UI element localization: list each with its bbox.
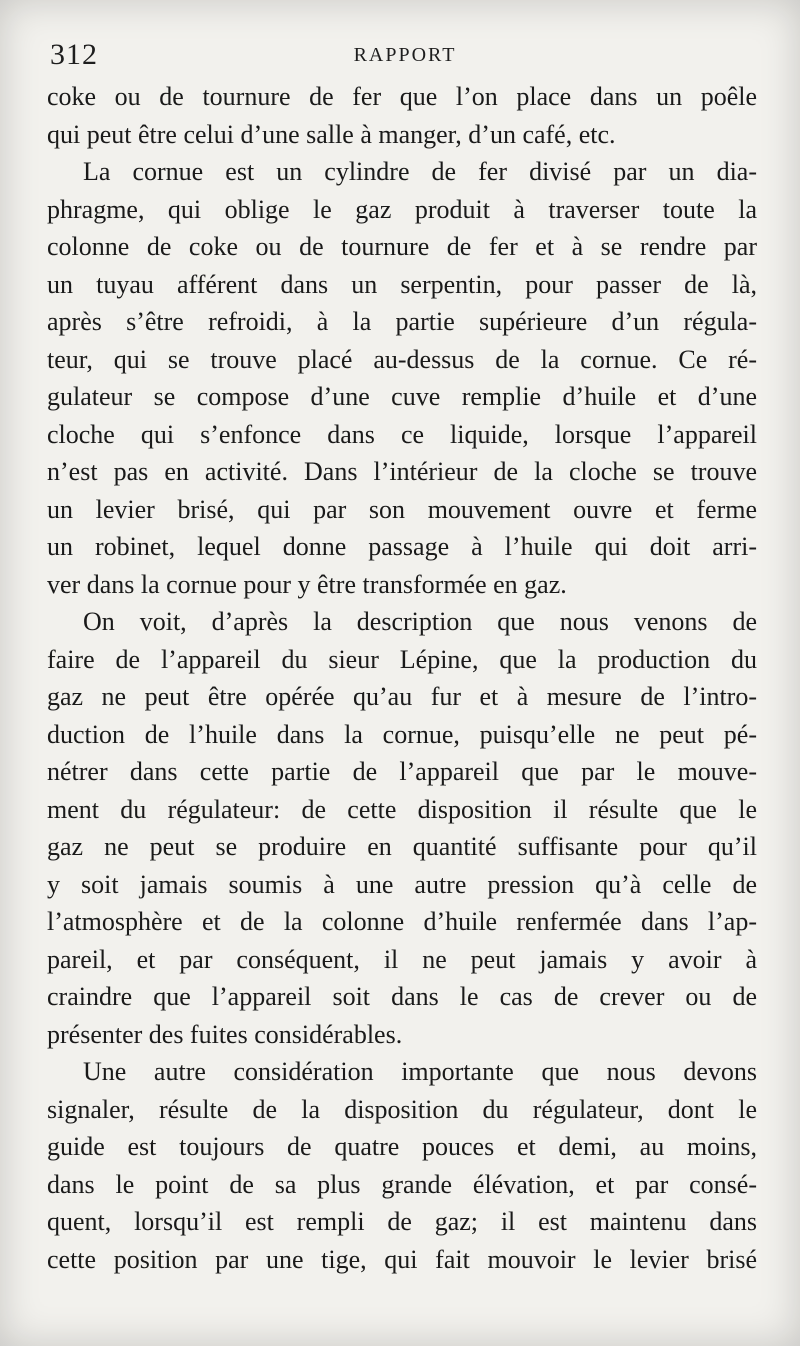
- page-number: 312: [50, 38, 98, 71]
- text-line: cette position par une tige, qui fait mouvoir le levier brisé: [47, 1244, 757, 1274]
- text-line: quent, lorsqu’il est rempli de gaz; il est maintenu dans: [47, 1207, 757, 1236]
- text-line: ment du régulateur: de cette disposition il résulte que le: [47, 794, 757, 824]
- text-line: cloche qui s’enfonce dans ce liquide, lorsque l’appareil: [47, 419, 757, 449]
- text-line: teur, qui se trouve placé au-dessus de la cornue. Ce ré-: [47, 344, 757, 374]
- text-line: gaz ne peut se produire en quantité suffisante pour qu’il: [47, 832, 757, 861]
- text-line: un tuyau afférent dans un serpentin, pour passer de là,: [47, 269, 757, 299]
- text-line: présenter des fuites considérables.: [47, 1019, 403, 1049]
- text-line: nétrer dans cette partie de l’appareil que par le mouve-: [47, 757, 757, 786]
- text-line: y soit jamais soumis à une autre pression qu’à celle de: [47, 869, 757, 899]
- page-header: [50, 34, 760, 74]
- text-line: ver dans la cornue pour y être transformée en gaz.: [47, 569, 567, 599]
- text-line: duction de l’huile dans la cornue, puisqu’elle ne peut pé-: [47, 719, 757, 749]
- text-line: l’atmosphère et de la colonne d’huile renfermée dans l’ap-: [47, 907, 757, 936]
- text-line: craindre que l’appareil soit dans le cas de crever ou de: [47, 982, 757, 1011]
- text-line: guide est toujours de quatre pouces et demi, au moins,: [47, 1132, 757, 1161]
- text-line: pareil, et par conséquent, il ne peut jamais y avoir à: [47, 944, 757, 974]
- text-line: phragme, qui oblige le gaz produit à traverser toute la: [47, 194, 757, 224]
- text-line: On voit, d’après la description que nous venons de: [83, 607, 757, 636]
- text-line: après s’être refroidi, à la partie supérieure d’un régula-: [47, 307, 757, 336]
- text-line: Une autre considération importante que nous devons: [83, 1057, 757, 1086]
- text-line: faire de l’appareil du sieur Lépine, que la production du: [47, 644, 757, 674]
- text-line: un levier brisé, qui par son mouvement ouvre et ferme: [47, 494, 757, 524]
- body-text: [47, 78, 757, 1278]
- text-line: gaz ne peut être opérée qu’au fur et à mesure de l’intro-: [47, 682, 757, 711]
- text-line: La cornue est un cylindre de fer divisé par un dia-: [83, 157, 757, 186]
- text-line: qui peut être celui d’une salle à manger, d’un café, etc.: [47, 119, 616, 149]
- text-line: un robinet, lequel donne passage à l’huile qui doit arri-: [47, 532, 757, 561]
- text-line: dans le point de sa plus grande élévation, et par consé-: [47, 1169, 757, 1199]
- text-line: coke ou de tournure de fer que l’on place dans un poêle: [47, 82, 757, 111]
- text-line: colonne de coke ou de tournure de fer et à se rendre par: [47, 232, 757, 261]
- text-line: signaler, résulte de la disposition du régulateur, dont le: [47, 1094, 757, 1124]
- running-head: RAPPORT: [353, 44, 457, 66]
- text-line: gulateur se compose d’une cuve remplie d’huile et d’une: [47, 382, 757, 411]
- text-line: n’est pas en activité. Dans l’intérieur de la cloche se trouve: [47, 457, 757, 486]
